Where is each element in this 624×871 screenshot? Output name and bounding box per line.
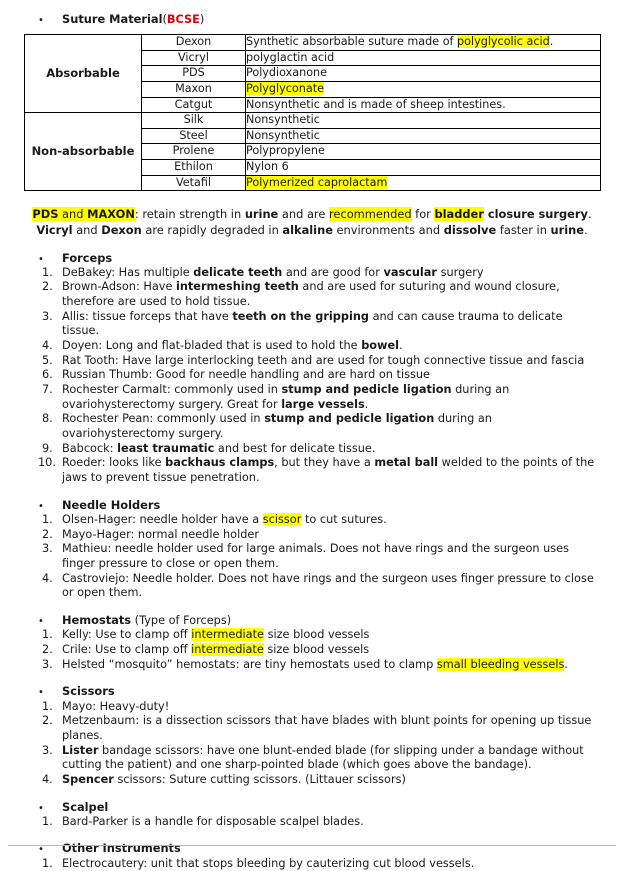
heading-sublabel: (Type of Forceps) xyxy=(131,614,232,628)
list-item xyxy=(0,628,624,643)
bullet-icon: • xyxy=(38,802,44,814)
list-item-number: 4. xyxy=(42,772,53,786)
table-description-cell xyxy=(246,175,601,191)
list-item-number: 1. xyxy=(42,814,53,828)
section-heading-scalpel xyxy=(0,800,624,815)
emphasis-term: delicate teeth xyxy=(193,265,283,279)
table-category-cell: Absorbable xyxy=(25,35,142,113)
suture-table-body xyxy=(25,35,601,191)
list-item xyxy=(0,643,624,658)
list-item-text: Bard-Parker is a handle for disposable scalpel blades. xyxy=(62,814,364,828)
paren-close: ) xyxy=(199,13,205,26)
bullet-icon: • xyxy=(38,844,44,856)
list-item-text: Olsen-Hager: needle holder have a scissor to cut sutures. xyxy=(62,513,387,527)
list-item-text: Russian Thumb: Good for needle handling and are hard on tissue xyxy=(62,368,430,382)
list-other-instruments xyxy=(0,857,624,871)
note-text-4: . xyxy=(587,207,592,222)
highlighted-term: Polyglyconate xyxy=(246,82,324,96)
section-spacer xyxy=(0,486,624,498)
list-item-text: Lister bandage scissors: have one blunt-ended blade (for slipping under a bandage without cutting the patient) and one sharp-pointed blade (which goes above the bandage). xyxy=(62,743,584,772)
paren-open: ( xyxy=(162,13,167,26)
note2-text-1: and xyxy=(72,223,102,238)
section-spacer xyxy=(0,239,624,251)
list-item-number: 3. xyxy=(42,657,53,671)
emphasis-term: large vessels xyxy=(281,397,365,411)
emphasis-term: stump and pedicle ligation xyxy=(264,412,435,426)
note2-text-3: environments and xyxy=(332,223,444,238)
list-item-text: Electrocautery: unit that stops bleeding by cauterizing cut blood vessels. xyxy=(62,856,475,870)
instrument-sections xyxy=(0,239,624,871)
list-item-text: Brown-Adson: Have intermeshing teeth and are used for suturing and wound closure, therefore are used to hold tissue. xyxy=(62,280,560,309)
list-item-text: Rochester Pean: commonly used in stump and pedicle ligation during an ovariohysterectomy surgery. xyxy=(62,412,492,441)
list-forceps xyxy=(0,266,624,486)
list-item-number: 6. xyxy=(42,368,53,382)
note-vicryl: Vicryl xyxy=(36,223,73,238)
list-item-number: 2. xyxy=(42,280,53,294)
heading-label: Scissors xyxy=(62,684,115,699)
heading-label: Other Instruments xyxy=(62,841,181,856)
note-pds: PDS xyxy=(32,207,59,222)
emphasis-term: intermeshing teeth xyxy=(175,280,299,294)
heading-text-wrap xyxy=(62,684,115,699)
section-heading-forceps xyxy=(0,251,624,266)
table-description-cell: Polydioxanone xyxy=(246,66,601,82)
note-maxon: MAXON xyxy=(87,207,135,222)
list-item-number: 1. xyxy=(42,513,53,527)
table-brand-cell: Vicryl xyxy=(142,50,246,66)
note-text-3: for xyxy=(411,207,435,222)
list-item-number: 9. xyxy=(42,441,53,455)
note-text-1: : retain strength in xyxy=(134,207,245,222)
note-and-1: and xyxy=(58,207,88,222)
table-row xyxy=(25,35,601,51)
highlighted-term: intermediate xyxy=(191,642,264,656)
list-item-text: Mayo: Heavy-duty! xyxy=(62,699,170,713)
table-note-spacer xyxy=(0,191,624,206)
list-item-text: Crile: Use to clamp off intermediate size blood vessels xyxy=(62,642,370,656)
note-alkaline: alkaline xyxy=(282,223,333,238)
list-item xyxy=(0,542,624,571)
note-line-1 xyxy=(24,206,600,222)
highlighted-term: polyglycolic acid xyxy=(457,35,550,49)
list-item-number: 7. xyxy=(42,383,53,397)
list-item xyxy=(0,658,624,673)
heading-text-wrap xyxy=(62,498,160,513)
list-item-number: 3. xyxy=(42,743,53,757)
section-spacer xyxy=(0,829,624,841)
note-urine-2: urine xyxy=(550,223,584,238)
highlighted-term: small bleeding vessels xyxy=(436,657,565,671)
suture-material-heading-text xyxy=(62,12,204,27)
list-item-number: 4. xyxy=(42,571,53,585)
emphasis-term: Spencer xyxy=(62,772,114,786)
list-item xyxy=(0,700,624,715)
note-urine: urine xyxy=(244,207,279,222)
list-item-number: 8. xyxy=(42,412,53,426)
list-item-text: Roeder: looks like backhaus clamps, but they have a metal ball welded to the points of the jaws to prevent tissue penetration. xyxy=(62,456,595,485)
suture-note-paragraph xyxy=(0,206,624,238)
list-scissors xyxy=(0,700,624,788)
list-item-number: 3. xyxy=(42,309,53,323)
list-item-text: Allis: tissue forceps that have teeth on the gripping and can cause trauma to delicate tissue. xyxy=(62,309,563,338)
note-recommended: recommended xyxy=(329,207,412,222)
emphasis-term: metal ball xyxy=(374,456,439,470)
list-item xyxy=(0,354,624,369)
list-item-number: 2. xyxy=(42,642,53,656)
list-item-text: Babcock: least traumatic and best for delicate tissue. xyxy=(62,441,376,455)
emphasis-term: vascular xyxy=(383,265,437,279)
list-item-text: Metzenbaum: is a dissection scissors that have blades with blunt points for opening up tissue planes. xyxy=(62,714,592,742)
list-item xyxy=(0,310,624,339)
list-item-text: Castroviejo: Needle holder. Does not have rings and the surgeon uses finger pressure to close or open them. xyxy=(62,571,594,600)
list-item xyxy=(0,528,624,543)
bcse-abbrev: BCSE xyxy=(166,13,200,26)
note-dexon: Dexon xyxy=(101,223,142,238)
note-line-2 xyxy=(24,222,600,238)
heading-table-spacer xyxy=(0,27,624,34)
note-closure-surgery: closure surgery xyxy=(483,207,588,222)
heading-label: Forceps xyxy=(62,250,113,265)
list-item-number: 1. xyxy=(42,628,53,642)
suture-material-table xyxy=(24,34,601,191)
table-row xyxy=(25,113,601,129)
section-heading-other-instruments xyxy=(0,841,624,856)
table-description-cell: Nonsynthetic xyxy=(246,113,601,129)
list-item-number: 2. xyxy=(42,527,53,541)
bullet-icon: • xyxy=(38,500,44,512)
table-brand-cell: Prolene xyxy=(142,144,246,160)
table-brand-cell: Maxon xyxy=(142,82,246,98)
list-item-text: Rochester Carmalt: commonly used in stump and pedicle ligation during an ovariohysterectomy surgery. Great for large vessels. xyxy=(62,383,510,411)
table-brand-cell: Ethilon xyxy=(142,159,246,175)
list-item xyxy=(0,412,624,441)
list-item xyxy=(0,339,624,354)
highlighted-term: intermediate xyxy=(191,628,264,642)
table-brand-cell: Silk xyxy=(142,113,246,129)
section-heading-hemostats xyxy=(0,613,624,628)
list-item xyxy=(0,368,624,383)
section-spacer xyxy=(0,788,624,800)
heading-label: Suture Material xyxy=(62,12,163,26)
list-item-number: 5. xyxy=(42,353,53,367)
list-item xyxy=(0,744,624,773)
highlighted-term: Polymerized caprolactam xyxy=(246,175,388,189)
list-item xyxy=(0,442,624,457)
list-item-number: 4. xyxy=(42,339,53,353)
emphasis-term: bowel xyxy=(361,339,400,353)
list-needle-holders xyxy=(0,513,624,601)
list-scalpel xyxy=(0,815,624,830)
heading-text-wrap xyxy=(62,613,231,628)
table-description-cell: Polypropylene xyxy=(246,144,601,160)
list-item-text: Mayo-Hager: normal needle holder xyxy=(62,527,259,541)
list-item xyxy=(0,572,624,601)
list-item xyxy=(0,857,624,871)
table-brand-cell: Dexon xyxy=(142,35,246,51)
suture-table-wrapper xyxy=(0,34,624,191)
table-description-cell: Nylon 6 xyxy=(246,159,601,175)
list-item xyxy=(0,714,624,743)
list-item-text: DeBakey: Has multiple delicate teeth and are good for vascular surgery xyxy=(62,265,484,279)
note2-text-5: . xyxy=(584,223,588,238)
note-text-2: and are xyxy=(278,207,329,222)
emphasis-term: least traumatic xyxy=(117,441,215,455)
table-brand-cell: Catgut xyxy=(142,97,246,113)
table-description-cell: Synthetic absorbable suture made of polyglycolic acid. xyxy=(246,35,601,51)
table-brand-cell: PDS xyxy=(142,66,246,82)
table-brand-cell: Steel xyxy=(142,128,246,144)
top-spacer xyxy=(0,0,624,12)
list-item-number: 1. xyxy=(42,856,53,870)
emphasis-term: backhaus clamps xyxy=(165,456,275,470)
heading-text-wrap xyxy=(62,841,181,856)
emphasis-term: teeth on the gripping xyxy=(232,309,369,323)
list-item-text: Spencer scissors: Suture cutting scissors. (Littauer scissors) xyxy=(62,772,406,786)
heading-text-wrap xyxy=(62,800,108,815)
list-item-number: 1. xyxy=(42,699,53,713)
table-description-cell xyxy=(246,82,601,98)
emphasis-term: stump and pedicle ligation xyxy=(281,383,452,397)
list-item-text: Doyen: Long and flat-bladed that is used to hold the bowel. xyxy=(62,339,403,353)
section-heading-suture-material xyxy=(0,12,624,27)
bullet-icon: • xyxy=(38,253,44,265)
footer-divider xyxy=(8,845,616,846)
heading-label: Scalpel xyxy=(62,799,109,814)
note2-text-2: are rapidly degraded in xyxy=(141,223,283,238)
table-description-cell: Nonsynthetic and is made of sheep intestines. xyxy=(246,97,601,113)
heading-text-wrap xyxy=(62,251,112,266)
table-brand-cell: Vetafil xyxy=(142,175,246,191)
section-spacer xyxy=(0,601,624,613)
highlighted-term: scissor xyxy=(262,513,302,527)
list-item xyxy=(0,815,624,830)
list-item xyxy=(0,456,624,485)
section-heading-needle-holders xyxy=(0,498,624,513)
section-spacer xyxy=(0,672,624,684)
list-item xyxy=(0,513,624,528)
note2-text-4: faster in xyxy=(496,223,551,238)
bullet-icon: • xyxy=(38,616,44,628)
list-item xyxy=(0,383,624,412)
emphasis-term: Lister xyxy=(62,743,99,757)
list-item xyxy=(0,266,624,281)
list-item-text: Rat Tooth: Have large interlocking teeth and are used for tough connective tissue and fascia xyxy=(62,353,585,367)
list-item-number: 3. xyxy=(42,542,53,556)
note-dissolve: dissolve xyxy=(443,223,497,238)
list-item-text: Helsted “mosquito” hemostats: are tiny hemostats used to clamp small bleeding vessels. xyxy=(62,657,568,671)
heading-label: Hemostats xyxy=(62,613,132,628)
list-item-text: Kelly: Use to clamp off intermediate size blood vessels xyxy=(62,628,370,642)
note-bladder: bladder xyxy=(434,207,484,222)
bullet-icon: • xyxy=(38,687,44,699)
table-category-cell: Non-absorbable xyxy=(25,113,142,191)
table-description-cell: Nonsynthetic xyxy=(246,128,601,144)
list-item xyxy=(0,280,624,309)
bullet-icon: • xyxy=(38,15,44,26)
list-item-number: 1. xyxy=(42,265,53,279)
list-item-text: Mathieu: needle holder used for large animals. Does not have rings and the surgeon uses finger pressure to close or open them. xyxy=(62,542,569,571)
table-description-cell: polyglactin acid xyxy=(246,50,601,66)
heading-label: Needle Holders xyxy=(62,497,161,512)
list-item xyxy=(0,773,624,788)
list-hemostats xyxy=(0,628,624,672)
section-heading-scissors xyxy=(0,684,624,699)
list-item-number: 2. xyxy=(42,714,53,728)
list-item-number: 10. xyxy=(38,456,56,470)
